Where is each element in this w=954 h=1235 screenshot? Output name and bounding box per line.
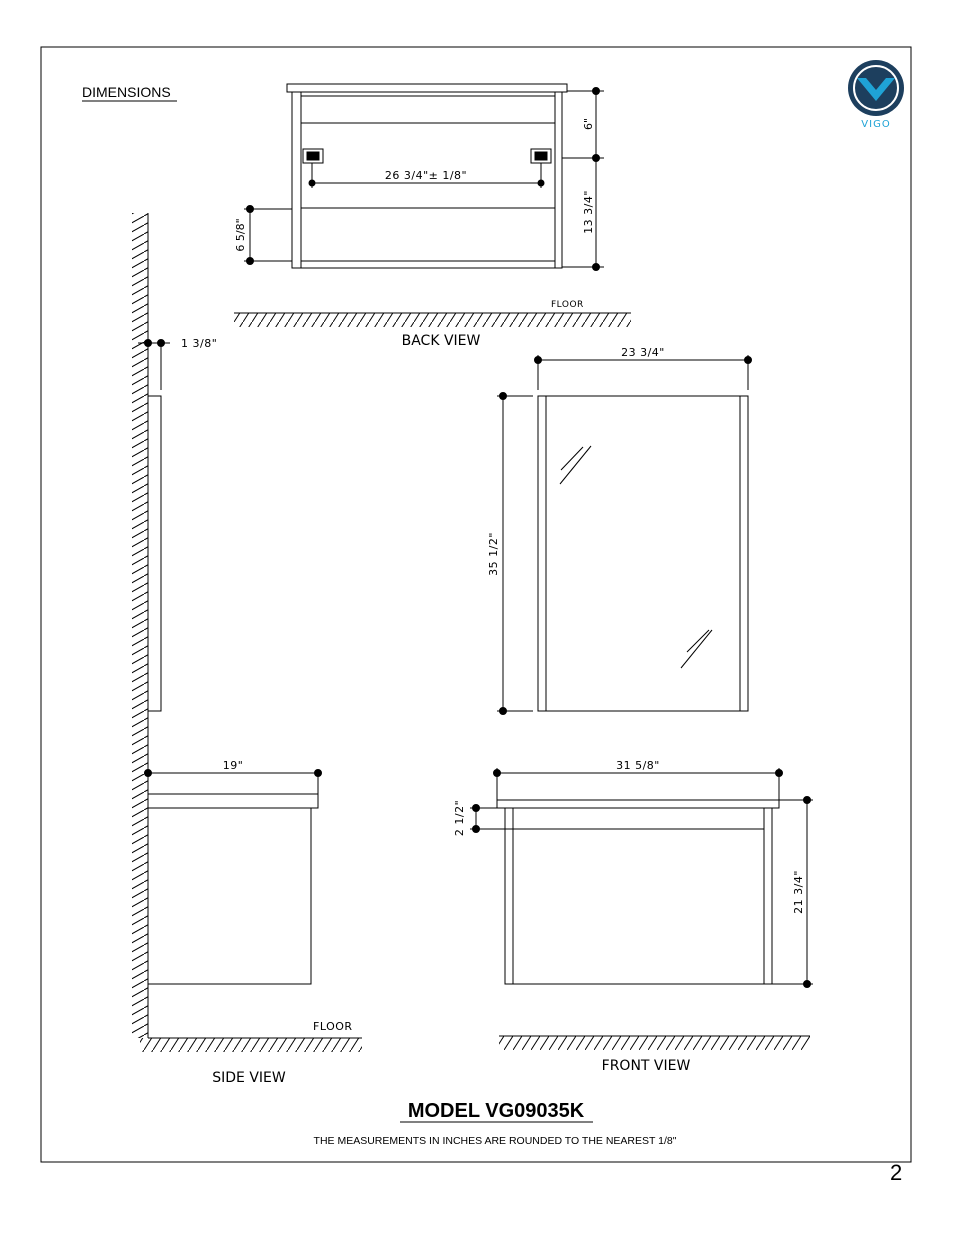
front-dim-width-label: 31 5/8": [616, 759, 660, 772]
model-title: MODEL VG09035K: [407, 1100, 585, 1122]
page-border: [41, 47, 911, 1162]
front-view-countertop: [497, 800, 779, 808]
back-dim-right-chain: [562, 88, 604, 271]
mirror-front-drawing: [538, 396, 748, 711]
front-view-floor-hatch: [499, 1036, 810, 1050]
mirror-dim-width: [535, 355, 752, 390]
side-view-wall-hatch: [132, 213, 148, 1038]
side-dim-cabinet-depth-label: 19": [222, 759, 244, 772]
front-view-drawing: [497, 800, 779, 984]
front-dim-top-thickness-label: 2 1/2": [453, 799, 466, 837]
wall-bracket-left-slot: [307, 152, 319, 160]
logo-circle-outer: [848, 60, 904, 116]
mirror-dim-width-label: 23 3/4": [621, 346, 665, 359]
side-view-countertop: [148, 794, 318, 808]
side-dim-mirror-depth-label: 1 3/8": [181, 337, 218, 350]
side-view-cabinet: [148, 794, 318, 984]
mirror-glare-1a: [561, 447, 583, 470]
front-dim-top-thickness: [470, 805, 513, 833]
back-view-floor-hatch: [234, 313, 631, 327]
page-number: 2: [890, 1160, 903, 1185]
footnote: THE MEASUREMENTS IN INCHES ARE ROUNDED TO THE NEAREST 1/8": [313, 1135, 677, 1147]
mirror-glare-1b: [560, 446, 591, 484]
side-view-mirror: [148, 396, 161, 711]
front-view-cabinet-body: [505, 808, 772, 984]
mirror-dim-height: [497, 393, 533, 715]
front-dim-width: [494, 768, 783, 800]
back-view-countertop: [287, 84, 567, 92]
side-view-cabinet-body: [148, 808, 311, 984]
wall-bracket-right-slot: [535, 152, 547, 160]
side-view-floor-label: FLOOR: [313, 1020, 353, 1033]
back-dim-top-offset-label: 6": [582, 117, 595, 131]
side-dim-cabinet-depth: [145, 770, 322, 795]
back-view-floor-label: FLOOR: [551, 300, 584, 310]
side-view-floor-hatch: [140, 1038, 362, 1052]
logo-text: VIGO: [861, 119, 891, 130]
side-view-label: SIDE VIEW: [212, 1070, 286, 1086]
mirror-front-frame: [538, 396, 748, 711]
back-dim-bottom-panel-label: 6 5/8": [234, 218, 247, 252]
mirror-dim-height-label: 35 1/2": [487, 532, 500, 576]
back-dim-bracket-span-label: 26 3/4"± 1/8": [384, 169, 468, 182]
back-dim-bottom-panel: [244, 206, 292, 265]
back-dim-bracket-to-bottom-label: 13 3/4": [582, 190, 595, 234]
front-view-label: FRONT VIEW: [601, 1058, 691, 1074]
section-title: DIMENSIONS: [82, 84, 171, 100]
back-view-label: BACK VIEW: [401, 333, 481, 349]
mirror-glare-2a: [681, 630, 712, 668]
front-dim-height-label: 21 3/4": [792, 870, 805, 914]
mirror-glare-2b: [687, 630, 709, 652]
vigo-logo: [848, 60, 904, 130]
